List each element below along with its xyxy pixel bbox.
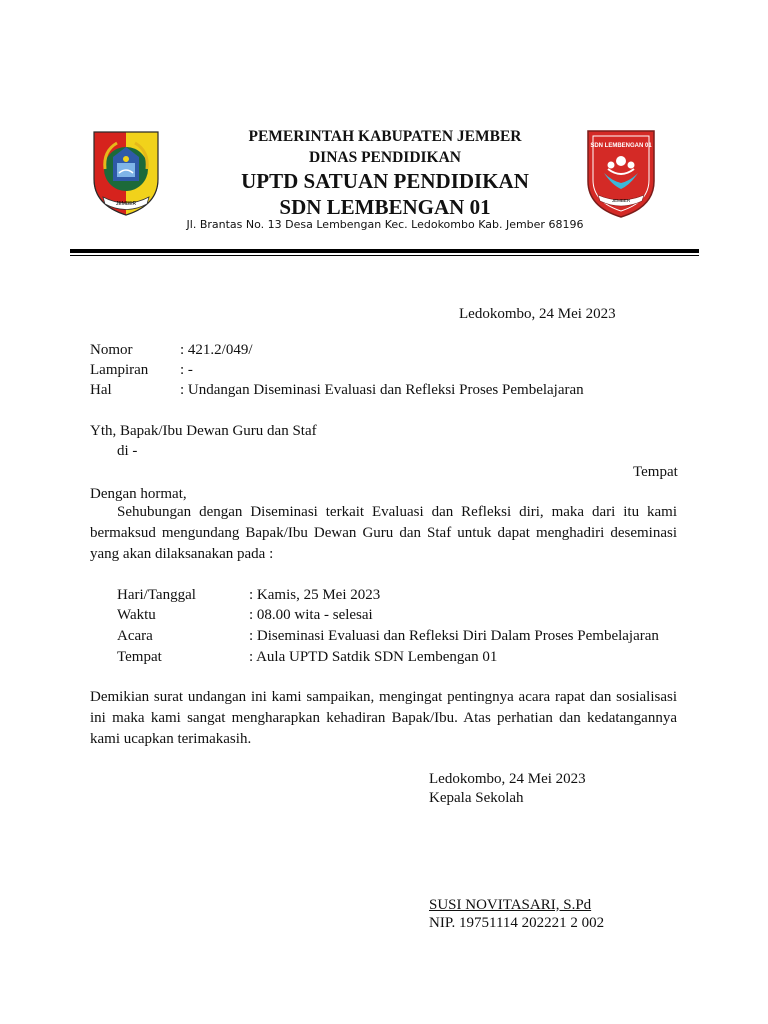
- detail-value-time: : 08.00 wita - selesai: [249, 607, 373, 623]
- detail-label-place: Tempat: [117, 649, 162, 665]
- field-label-nomor: Nomor: [90, 342, 133, 358]
- field-label-lampiran: Lampiran: [90, 362, 149, 378]
- body-paragraph-1: Sehubungan dengan Diseminasi terkait Evaluasi dan Refleksi diri, maka dari itu kami bermaksud mengundang Bapak/Ibu Dewan Guru dan Staf untuk dapat menghadiri deseminasi yang akan dilaksanakan pada :: [90, 504, 677, 562]
- letter-place-date: Ledokombo, 24 Mei 2023: [459, 306, 616, 322]
- jember-regency-emblem-icon: [91, 129, 161, 217]
- greeting: Dengan hormat,: [90, 486, 187, 502]
- letterhead-divider-thick: [70, 249, 699, 253]
- letterhead-address: Jl. Brantas No. 13 Desa Lembengan Kec. Ledokombo Kab. Jember 68196: [186, 218, 584, 231]
- detail-label-event: Acara: [117, 628, 153, 644]
- letterhead-divider-thin: [70, 255, 699, 256]
- body-paragraph-2: Demikian surat undangan ini kami sampaikan, mengingat pentingnya acara rapat dan sosialisasi ini maka kami sangat mengharapkan kehadiran Bapak/Ibu. Atas perhatian dan kedatangannya kami ucapkan terimakasih.: [90, 689, 677, 747]
- letterhead-department: DINAS PENDIDIKAN: [308, 149, 461, 166]
- detail-value-place: : Aula UPTD Satdik SDN Lembengan 01: [249, 649, 498, 665]
- field-value-nomor: : 421.2/049/: [180, 342, 253, 358]
- svg-text:JEMBER: JEMBER: [115, 201, 137, 207]
- letterhead-government: PEMERINTAH KABUPATEN JEMBER: [248, 128, 522, 145]
- addressee: Yth, Bapak/Ibu Dewan Guru dan Staf: [90, 423, 317, 439]
- signature-place-date: Ledokombo, 24 Mei 2023: [429, 771, 586, 787]
- field-value-hal: : Undangan Diseminasi Evaluasi dan Refleksi Proses Pembelajaran: [180, 382, 584, 398]
- detail-label-time: Waktu: [117, 607, 156, 623]
- letterhead-unit: UPTD SATUAN PENDIDIKAN: [241, 169, 529, 193]
- detail-value-event: : Diseminasi Evaluasi dan Refleksi Diri Dalam Proses Pembelajaran: [249, 628, 659, 644]
- detail-value-date: : Kamis, 25 Mei 2023: [249, 587, 381, 603]
- addressee-di: di -: [117, 443, 138, 459]
- addressee-tempat: Tempat: [633, 464, 678, 480]
- detail-label-date: Hari/Tanggal: [117, 587, 196, 603]
- signatory-nip: NIP. 19751114 202221 2 002: [429, 915, 605, 931]
- field-value-lampiran: : -: [180, 362, 193, 378]
- letterhead-school: SDN LEMBENGAN 01: [279, 195, 491, 219]
- svg-text:SDN LEMBENGAN 01: SDN LEMBENGAN 01: [590, 143, 652, 149]
- signature-position: Kepala Sekolah: [429, 790, 524, 806]
- field-label-hal: Hal: [90, 382, 112, 398]
- svg-text:JEMBER: JEMBER: [611, 198, 631, 203]
- signatory-name: SUSI NOVITASARI, S.Pd: [429, 897, 592, 913]
